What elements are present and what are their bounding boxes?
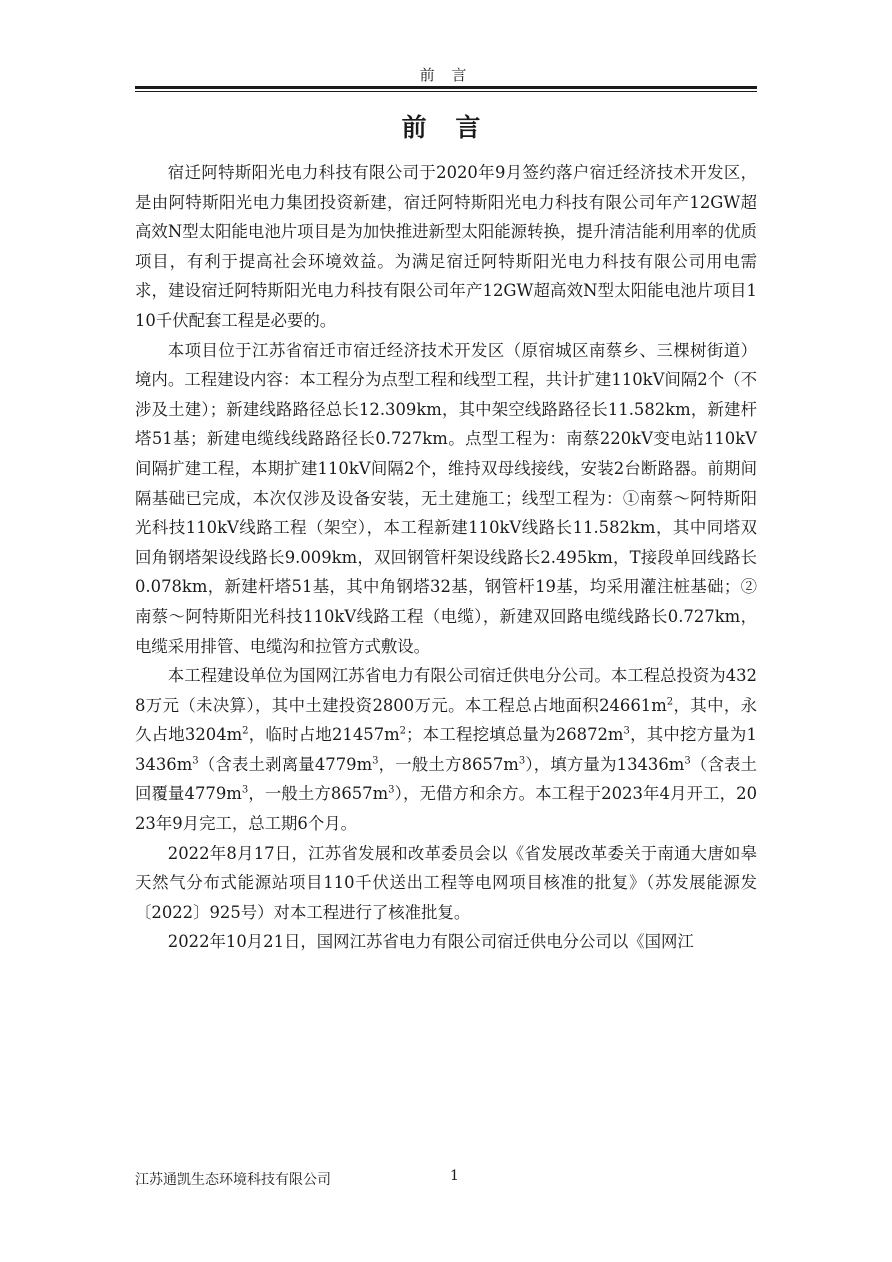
header-rule-thin <box>135 91 757 92</box>
header-rule-thick <box>135 86 757 89</box>
page-title: 前 言 <box>401 113 491 142</box>
running-header: 前 言 <box>419 66 473 84</box>
footer-company: 江苏通凯生态环境科技有限公司 <box>135 1172 331 1188</box>
page-number: 1 <box>450 1168 459 1184</box>
paragraph-approval: 2022年8月17日，江苏省发展和改革委员会以《省发展改革委关于南通大唐如皋天然气分布式能源站项目110千伏送出工程等电网项目核准的批复》（苏发展能源发〔2022〕925号）对本工程进行了核准批复。 <box>135 843 757 922</box>
paragraph-project-scope: 本项目位于江苏省宿迁市宿迁经济技术开发区（原宿城区南蔡乡、三棵树街道）境内。工程建设内容：本工程分为点型工程和线型工程，共计扩建110kV间隔2个（不涉及土建）；新建线路路径总长12.309km，其中架空线路路径长11.582km，新建杆塔51基；新建电缆线线路路径长0.727km。点型工程为：南蔡220kV变电站110kV间隔扩建工程，本期扩建110kV间隔2个，维持双母线接线，安装2台断路器。前期间隔基础已完成，本次仅涉及设备安装，无土建施工；线型工程为：①南蔡～阿特斯阳光科技110kV线路工程（架空），本工程新建110kV线路长11.582km，其中同塔双回角钢塔架设线路长9.009km，双回钢管杆架设线路长2.495km，T接段单回线路长0.078km，新建杆塔51基，其中角钢塔32基，钢管杆19基，均采用灌注桩基础；②南蔡～阿特斯阳光科技110kV线路工程（电缆），新建双回路电缆线路长0.727km，电缆采用排管、电缆沟和拉管方式敷设。 <box>135 340 757 656</box>
paragraph-continuation: 2022年10月21日，国网江苏省电力有限公司宿迁供电分公司以《国网江 <box>167 932 694 952</box>
paragraph-background: 宿迁阿特斯阳光电力科技有限公司于2020年9月签约落户宿迁经济技术开发区，是由阿特斯阳光电力集团投资新建，宿迁阿特斯阳光电力科技有限公司年产12GW超高效N型太阳能电池片项目是为加快推进新型太阳能源转换，提升清洁能利用率的优质项目，有利于提高社会环境效益。为满足宿迁阿特斯阳光电力科技有限公司用电需求，建设宿迁阿特斯阳光电力科技有限公司年产12GW超高效N型太阳能电池片项目110千伏配套工程是必要的。 <box>135 163 757 330</box>
paragraph-investment: 本工程建设单位为国网江苏省电力有限公司宿迁供电分公司。本工程总投资为4328万元（未决算），其中土建投资2800万元。本工程总占地面积$24661m^2$，其中，永久占地$3204m^2$，临时占地$21457m^2$；本工程挖填总量为$26872m^3$，其中挖方量为$13436m^3$（含表土剥离量$4779m^3$，一般土方$8657m^3$），填方量为$13436m^3$（含表土回覆量$4779m^3$，一般土方$8657m^3$），无借方和余方。本工程于2023年4月开工，2023年9月完工，总工期6个月。 <box>135 666 758 834</box>
body-text <box>135 158 757 957</box>
